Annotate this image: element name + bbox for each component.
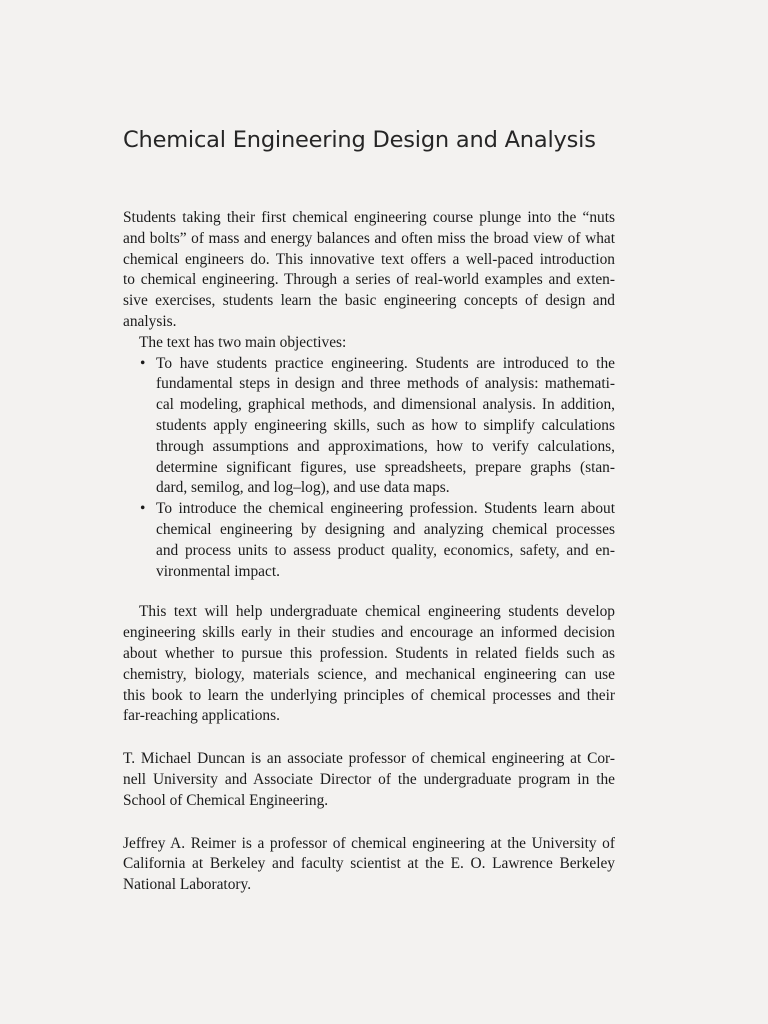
bullet-body — [123, 354, 615, 500]
author-bio-line: School of Chemical Engineering. — [123, 791, 329, 809]
objectives-intro: The text has two main objectives: — [139, 333, 347, 351]
author-bio-line: National Laboratory. — [123, 876, 252, 894]
bullet-line: vironmental impact. — [156, 562, 280, 580]
closing-line: This text will help undergraduate chemical engineering students develop — [139, 603, 615, 621]
intro-line: and bolts” of mass and energy balances and often miss the broad view of what — [123, 229, 615, 247]
bullet-line: students apply engineering skills, such as how to simplify calculations — [156, 416, 615, 434]
intro-line: Students taking their first chemical engineering course plunge into the “nuts — [123, 209, 615, 226]
page-title: Chemical Engineering Design and Analysis — [123, 127, 596, 153]
closing-line: far-reaching applications. — [123, 707, 280, 725]
spacer — [123, 582, 615, 604]
bullet-mark: • — [140, 354, 146, 372]
spacer — [123, 812, 615, 834]
bullet-body — [123, 499, 615, 582]
intro-paragraph — [123, 208, 615, 333]
intro-line: analysis. — [123, 312, 177, 330]
author-bio-line: Jeffrey A. Reimer is a professor of chemical engineering at the University of — [123, 834, 615, 852]
bullet-line: through assumptions and approximations, how to verify calculations, — [156, 437, 615, 455]
objective-bullet-2 — [123, 499, 615, 582]
description-body — [123, 208, 615, 896]
author-bio-line: California at Berkeley and faculty scientist at the E. O. Lawrence Berkeley — [123, 855, 615, 873]
author-bio-line: nell University and Associate Director of the undergraduate program in the — [123, 770, 615, 788]
bullet-line: To introduce the chemical engineering profession. Students learn about — [156, 500, 615, 518]
bullet-line: chemical engineering by designing and analyzing chemical processes — [156, 520, 615, 538]
closing-line: this book to learn the underlying principles of chemical processes and their — [123, 686, 615, 704]
objective-bullet-1 — [123, 354, 615, 500]
intro-line: chemical engineers do. This innovative text offers a well-paced introduction — [123, 250, 615, 268]
intro-line: to chemical engineering. Through a series of real-world examples and exten- — [123, 271, 615, 289]
bullet-line: and process units to assess product quality, economics, safety, and en- — [156, 541, 615, 559]
closing-paragraph — [123, 602, 615, 727]
intro-line: sive exercises, students learn the basic engineering concepts of design and — [123, 292, 615, 310]
closing-line: engineering skills early in their studies and encourage an informed decision — [123, 624, 615, 642]
bullet-line: cal modeling, graphical methods, and dimensional analysis. In addition, — [156, 396, 615, 414]
bullet-line: To have students practice engineering. Students are introduced to the — [156, 354, 615, 372]
bullet-line: determine significant figures, use spreadsheets, prepare graphs (stan- — [156, 458, 615, 476]
author-bio-duncan — [123, 749, 615, 811]
bullet-line: dard, semilog, and log–log), and use data maps. — [156, 479, 450, 497]
bullet-line: fundamental steps in design and three methods of analysis: mathemati- — [156, 375, 615, 393]
bullet-mark: • — [140, 500, 146, 518]
closing-line: about whether to pursue this profession. Students in related fields such as — [123, 644, 615, 662]
author-bio-line: T. Michael Duncan is an associate professor of chemical engineering at Cor- — [123, 750, 615, 768]
closing-line: chemistry, biology, materials science, and mechanical engineering can use — [123, 665, 615, 683]
author-bio-reimer — [123, 834, 615, 896]
spacer — [123, 727, 615, 749]
